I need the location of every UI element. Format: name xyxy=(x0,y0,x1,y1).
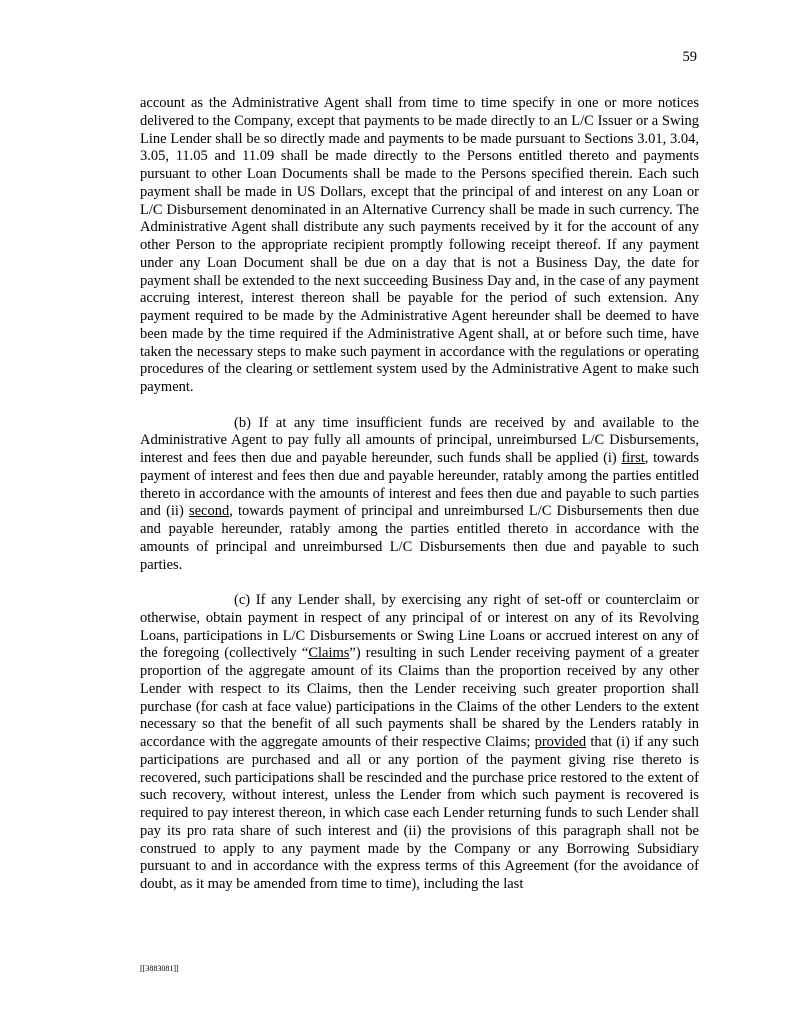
underlined-term-second: second xyxy=(188,503,230,520)
paragraph-text: (c) If any Lender shall, by exercising any right of set-off or counterclaim or otherwise, obtain payment in respect of any principal of or interest on any of its Revolving Loans, participations in L/C Disbursements or Swing Line Loans or accrued interest on any of the foregoing (collectively “ xyxy=(140,592,699,662)
page-number: 59 xyxy=(682,49,697,65)
document-body xyxy=(140,95,699,894)
document-id-footer: [[3883081]] xyxy=(140,964,179,973)
paragraph-text: that (i) if any such participations are purchased and all or any portion of the payment giving rise thereto is recovered, such participations shall be rescinded and the purchase price restored to the extent of such recovery, without interest, unless the Lender from which such payment is recovered is required to pay interest thereon, in which case each Lender returning funds to such Lender shall pay its pro rata share of such interest and (ii) the provisions of this paragraph shall not be construed to apply to any payment made by the Company or any Borrowing Subsidiary pursuant to and in accordance with the express terms of this Agreement (for the avoidance of doubt, as it may be amended from time to time), including the last xyxy=(140,734,699,892)
underlined-term-provided: provided xyxy=(534,734,587,750)
paragraph-text: (b) If at any time insufficient funds are received by and available to the Administrative Agent to pay fully all amounts of principal, unreimbursed L/C Disbursements, interest and fees then due and payable hereunder, such funds shall be applied (i) xyxy=(140,414,699,466)
paragraph-text: account as the Administrative Agent shall from time to time specify in one or more notices delivered to the Company, except that payments to be made directly to an L/C Issuer or a Swing Line Lender shall be so directly made and payments to be made pursuant to Sections 3.01, 3.04, 3.05, 11.05 and 11.09 shall be made directly to the Persons entitled thereto and payments pursuant to other Loan Documents shall be made to the Persons specified therein. Each such payment shall be made in US Dollars, except that the principal of and interest on any Loan or L/C Disbursement denominated in an Alternative Currency shall be made in such currency. The Administrative Agent shall distribute any such payments received by it for the account of any other Person to the appropriate recipient promptly following receipt thereof. If any payment under any Loan Document shall be due on a day that is not a Business Day, the date for payment shall be extended to the next succeeding Business Day and, in the case of any payment accruing interest, interest thereon shall be payable for the period of such extension. Any payment required to be made by the Administrative Agent hereunder shall be deemed to have been made by the time required if the Administrative Agent shall, at or before such time, have taken the necessary steps to make such payment in accordance with the regulations or operating procedures of the clearing or settlement system used by the Administrative Agent to make such payment. xyxy=(140,95,699,395)
paragraph-text: ”) resulting in such Lender receiving payment of a greater proportion of the aggregate amount of its Claims than the proportion received by any other Lender with respect to its Claims, then the Lender receiving such greater proportion shall purchase (for cash at face value) participations in the Claims of the other Lenders to the extent necessary so that the benefit of all such payments shall be shared by the Lenders ratably in accordance with the aggregate amounts of their respective Claims; xyxy=(140,645,699,750)
paragraph-c xyxy=(140,592,699,894)
paragraph-continuation xyxy=(140,95,699,397)
underlined-term-claims: Claims xyxy=(308,645,350,662)
paragraph-text: , towards payment of interest and fees then due and payable hereunder, ratably among the parties entitled thereto in accordance with the amounts of interest and fees then due and payable to such parties and (ii) xyxy=(140,450,699,520)
underlined-term-first: first xyxy=(621,450,645,466)
paragraph-text: , towards payment of principal and unreimbursed L/C Disbursements then due and payable hereunder, ratably among the parties entitled thereto in accordance with the amounts of principal and unreimbursed L/C Disbursements then due and payable to such parties. xyxy=(140,503,699,573)
paragraph-b xyxy=(140,415,699,575)
